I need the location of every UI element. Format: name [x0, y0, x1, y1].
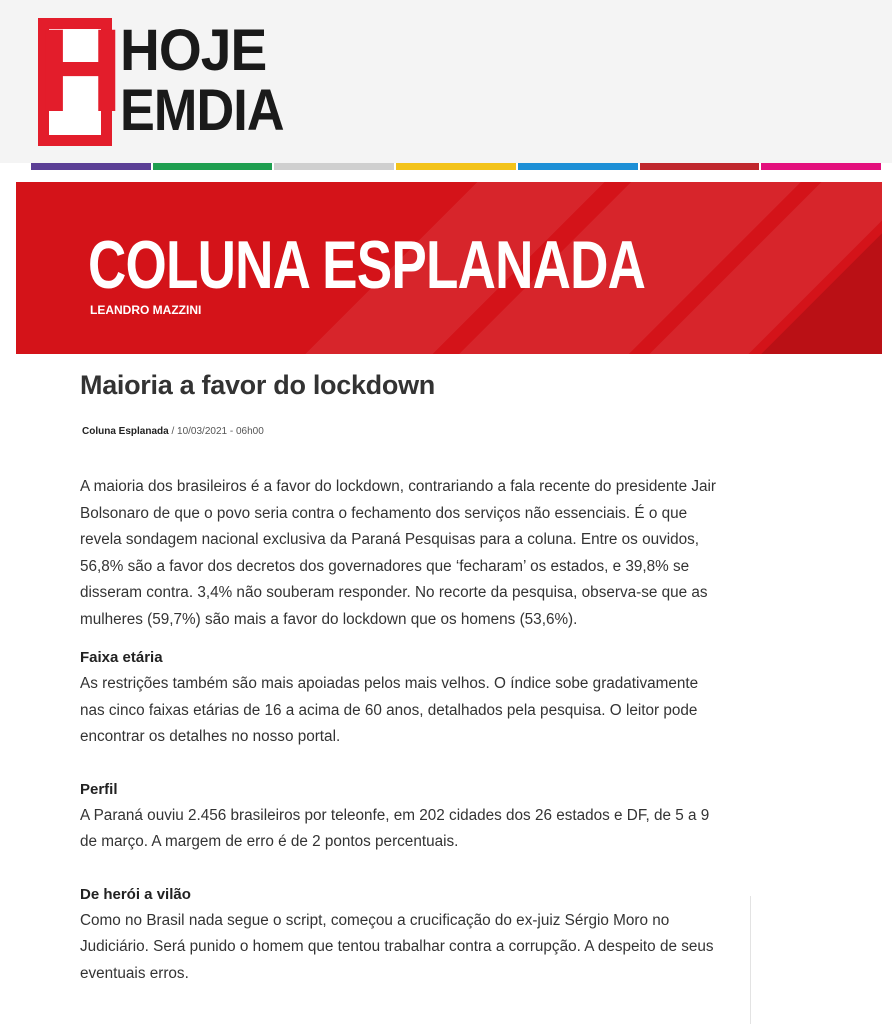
color-segment-pink	[761, 163, 881, 170]
color-segment-gray	[274, 163, 394, 170]
section-heading-heroi-vilao: De herói a vilão	[80, 885, 191, 903]
section-text-faixa-etaria: As restrições também são mais apoiadas pelos mais velhos. O índice sobe gradativamente nas cinco faixas etárias de 16 a acima de 60 anos, detalhados pela pesquisa. O leitor pode encontrar os detalhes no nosso portal.	[80, 675, 699, 745]
section-text-heroi-vilao: Como no Brasil nada segue o script, começou a crucificação do ex-juiz Sérgio Moro no Judiciário. Será punido o homem que tentou trabalhar contra a corrupção. A despeito de seus eventuais erros.	[80, 911, 714, 982]
article-meta	[82, 426, 264, 437]
article-body	[80, 474, 720, 987]
logo-text-hoje[interactable]: HOJE	[120, 18, 267, 83]
logo-text-emdia[interactable]: EMDIA	[120, 78, 284, 143]
color-segment-blue	[518, 163, 638, 170]
article-intro-paragraph: A maioria dos brasileiros é a favor do lockdown, contrariando a fala recente do presidente Jair Bolsonaro de que o povo seria contra o fechamento dos serviços não essenciais. É o que revela sondagem nacional exclusiva da Paraná Pesquisas para a coluna. Entre os ouvidos, 56,8% são a favor dos decretos dos governadores que ‘fecharam’ os estados, e 39,8% se disseram contra. 3,4% não souberam responder. No recorte da pesquisa, observa-se que as mulheres (59,7%) são mais a favor do lockdown que os homens (53,6%).	[80, 478, 717, 628]
article-date: / 10/03/2021 - 06h00	[168, 426, 264, 437]
article-section-link[interactable]: Coluna Esplanada	[82, 426, 169, 437]
color-segment-green	[153, 163, 273, 170]
section-text-perfil: A Paraná ouviu 2.456 brasileiros por teleonfe, em 202 cidades dos 26 estados e DF, de 5 a 9 de março. A margem de erro é de 2 pontos percentuais.	[80, 806, 710, 850]
column-banner	[16, 182, 882, 354]
site-header	[0, 0, 892, 163]
logo-letter: H	[38, 5, 120, 137]
section-heading-faixa-etaria: Faixa etária	[80, 649, 163, 666]
column-title: COLUNA ESPLANADA	[88, 227, 646, 303]
column-author: LEANDRO MAZZINI	[90, 303, 202, 317]
color-segment-red	[640, 163, 760, 170]
section-heading-perfil: Perfil	[80, 780, 118, 798]
color-segment-yellow	[396, 163, 516, 170]
logo-h-mark[interactable]	[38, 5, 120, 146]
sidebar-divider	[750, 896, 751, 1024]
color-segment-purple	[31, 163, 151, 170]
article-title: Maioria a favor do lockdown	[80, 370, 435, 400]
section-color-bar	[31, 163, 881, 170]
